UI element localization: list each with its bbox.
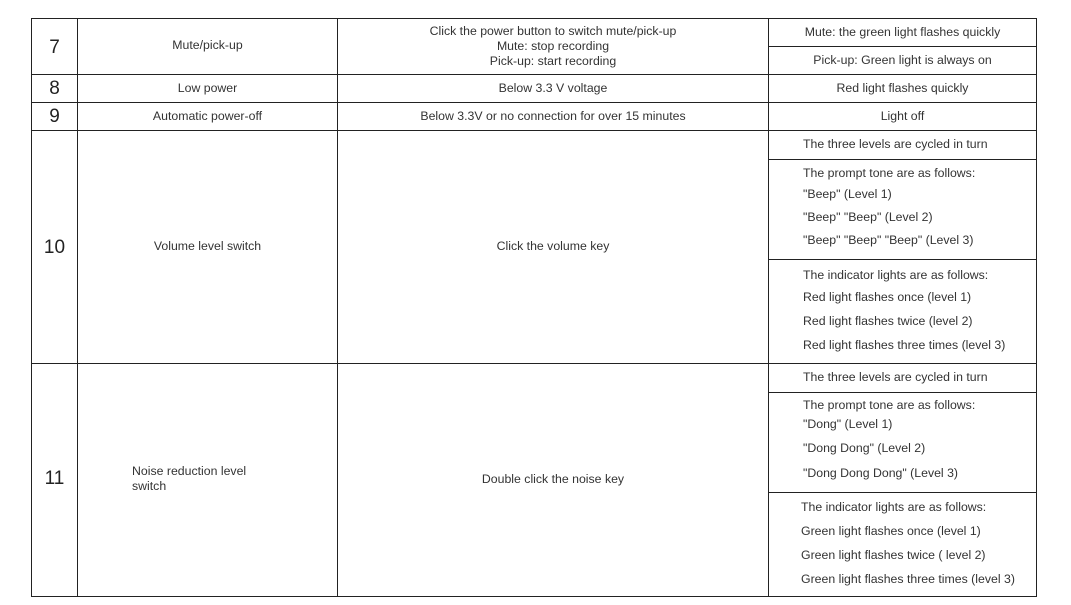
indicator-text: Red light flashes quickly	[836, 81, 969, 95]
row-divider	[31, 74, 1037, 75]
function-label: Automatic power-off	[152, 109, 263, 123]
function-label	[132, 464, 246, 494]
table-border-top	[31, 18, 1037, 19]
indicator-text: Pick-up: Green light is always on	[813, 53, 992, 67]
sub-divider	[768, 392, 1037, 393]
row-number: 7	[49, 37, 60, 58]
operation-line: Mute: stop recording	[496, 39, 610, 53]
row-divider	[31, 130, 1037, 131]
operation-text: Below 3.3V or no connection for over 15 minutes	[420, 109, 686, 123]
indicator-text: Mute: the green light flashes quickly	[804, 25, 1001, 39]
indicator-tone-item: "Beep" "Beep" (Level 2)	[803, 210, 933, 224]
sub-divider	[768, 46, 1037, 47]
column-divider	[337, 18, 338, 597]
table-border-bottom	[31, 596, 1037, 597]
indicator-tone-heading: The prompt tone are as follows:	[803, 398, 976, 412]
indicator-lights-item: Red light flashes once (level 1)	[803, 290, 972, 304]
indicator-tone-item: "Beep" (Level 1)	[803, 187, 892, 201]
row-number: 10	[43, 237, 66, 258]
column-divider	[768, 18, 769, 597]
table-border-left	[31, 18, 32, 597]
row-number: 9	[49, 106, 60, 127]
row-number: 8	[49, 78, 60, 99]
indicator-tone-item: "Dong Dong Dong" (Level 3)	[803, 466, 959, 480]
row-divider	[31, 102, 1037, 103]
operation-text: Click the volume key	[496, 239, 610, 253]
indicator-tone-item: "Dong" (Level 1)	[803, 417, 893, 431]
operation-line: Click the power button to switch mute/pick-up	[429, 24, 677, 38]
indicator-lights-item: Green light flashes three times (level 3)	[801, 572, 1015, 586]
function-label: Mute/pick-up	[172, 38, 243, 52]
sub-divider	[768, 492, 1037, 493]
indicator-lights-heading: The indicator lights are as follows:	[801, 500, 987, 514]
indicator-text: Light off	[880, 109, 925, 123]
indicator-tone-item: "Dong Dong" (Level 2)	[803, 441, 926, 455]
indicator-cycle-text: The three levels are cycled in turn	[803, 137, 988, 151]
operation-text	[338, 24, 768, 69]
table-border-right	[1036, 18, 1037, 597]
function-label: Low power	[177, 81, 238, 95]
function-label-line: Noise reduction level	[132, 464, 247, 478]
operation-line: Pick-up: start recording	[489, 54, 617, 68]
operation-text: Double click the noise key	[481, 472, 625, 486]
indicator-tone-heading: The prompt tone are as follows:	[803, 166, 976, 180]
sub-divider	[768, 159, 1037, 160]
indicator-lights-item: Green light flashes once (level 1)	[801, 524, 981, 538]
function-label: Volume level switch	[153, 239, 262, 253]
function-label-line: switch	[132, 479, 167, 493]
indicator-lights-item: Green light flashes twice ( level 2)	[801, 548, 986, 562]
operation-text: Below 3.3 V voltage	[498, 81, 608, 95]
indicator-lights-item: Red light flashes three times (level 3)	[803, 338, 1006, 352]
row-divider	[31, 363, 1037, 364]
indicator-lights-heading: The indicator lights are as follows:	[803, 268, 989, 282]
row-number: 11	[44, 468, 65, 489]
indicator-lights-item: Red light flashes twice (level 2)	[803, 314, 973, 328]
indicator-cycle-text: The three levels are cycled in turn	[803, 370, 988, 384]
column-divider	[77, 18, 78, 597]
sub-divider	[768, 259, 1037, 260]
indicator-tone-item: "Beep" "Beep" "Beep" (Level 3)	[803, 233, 974, 247]
